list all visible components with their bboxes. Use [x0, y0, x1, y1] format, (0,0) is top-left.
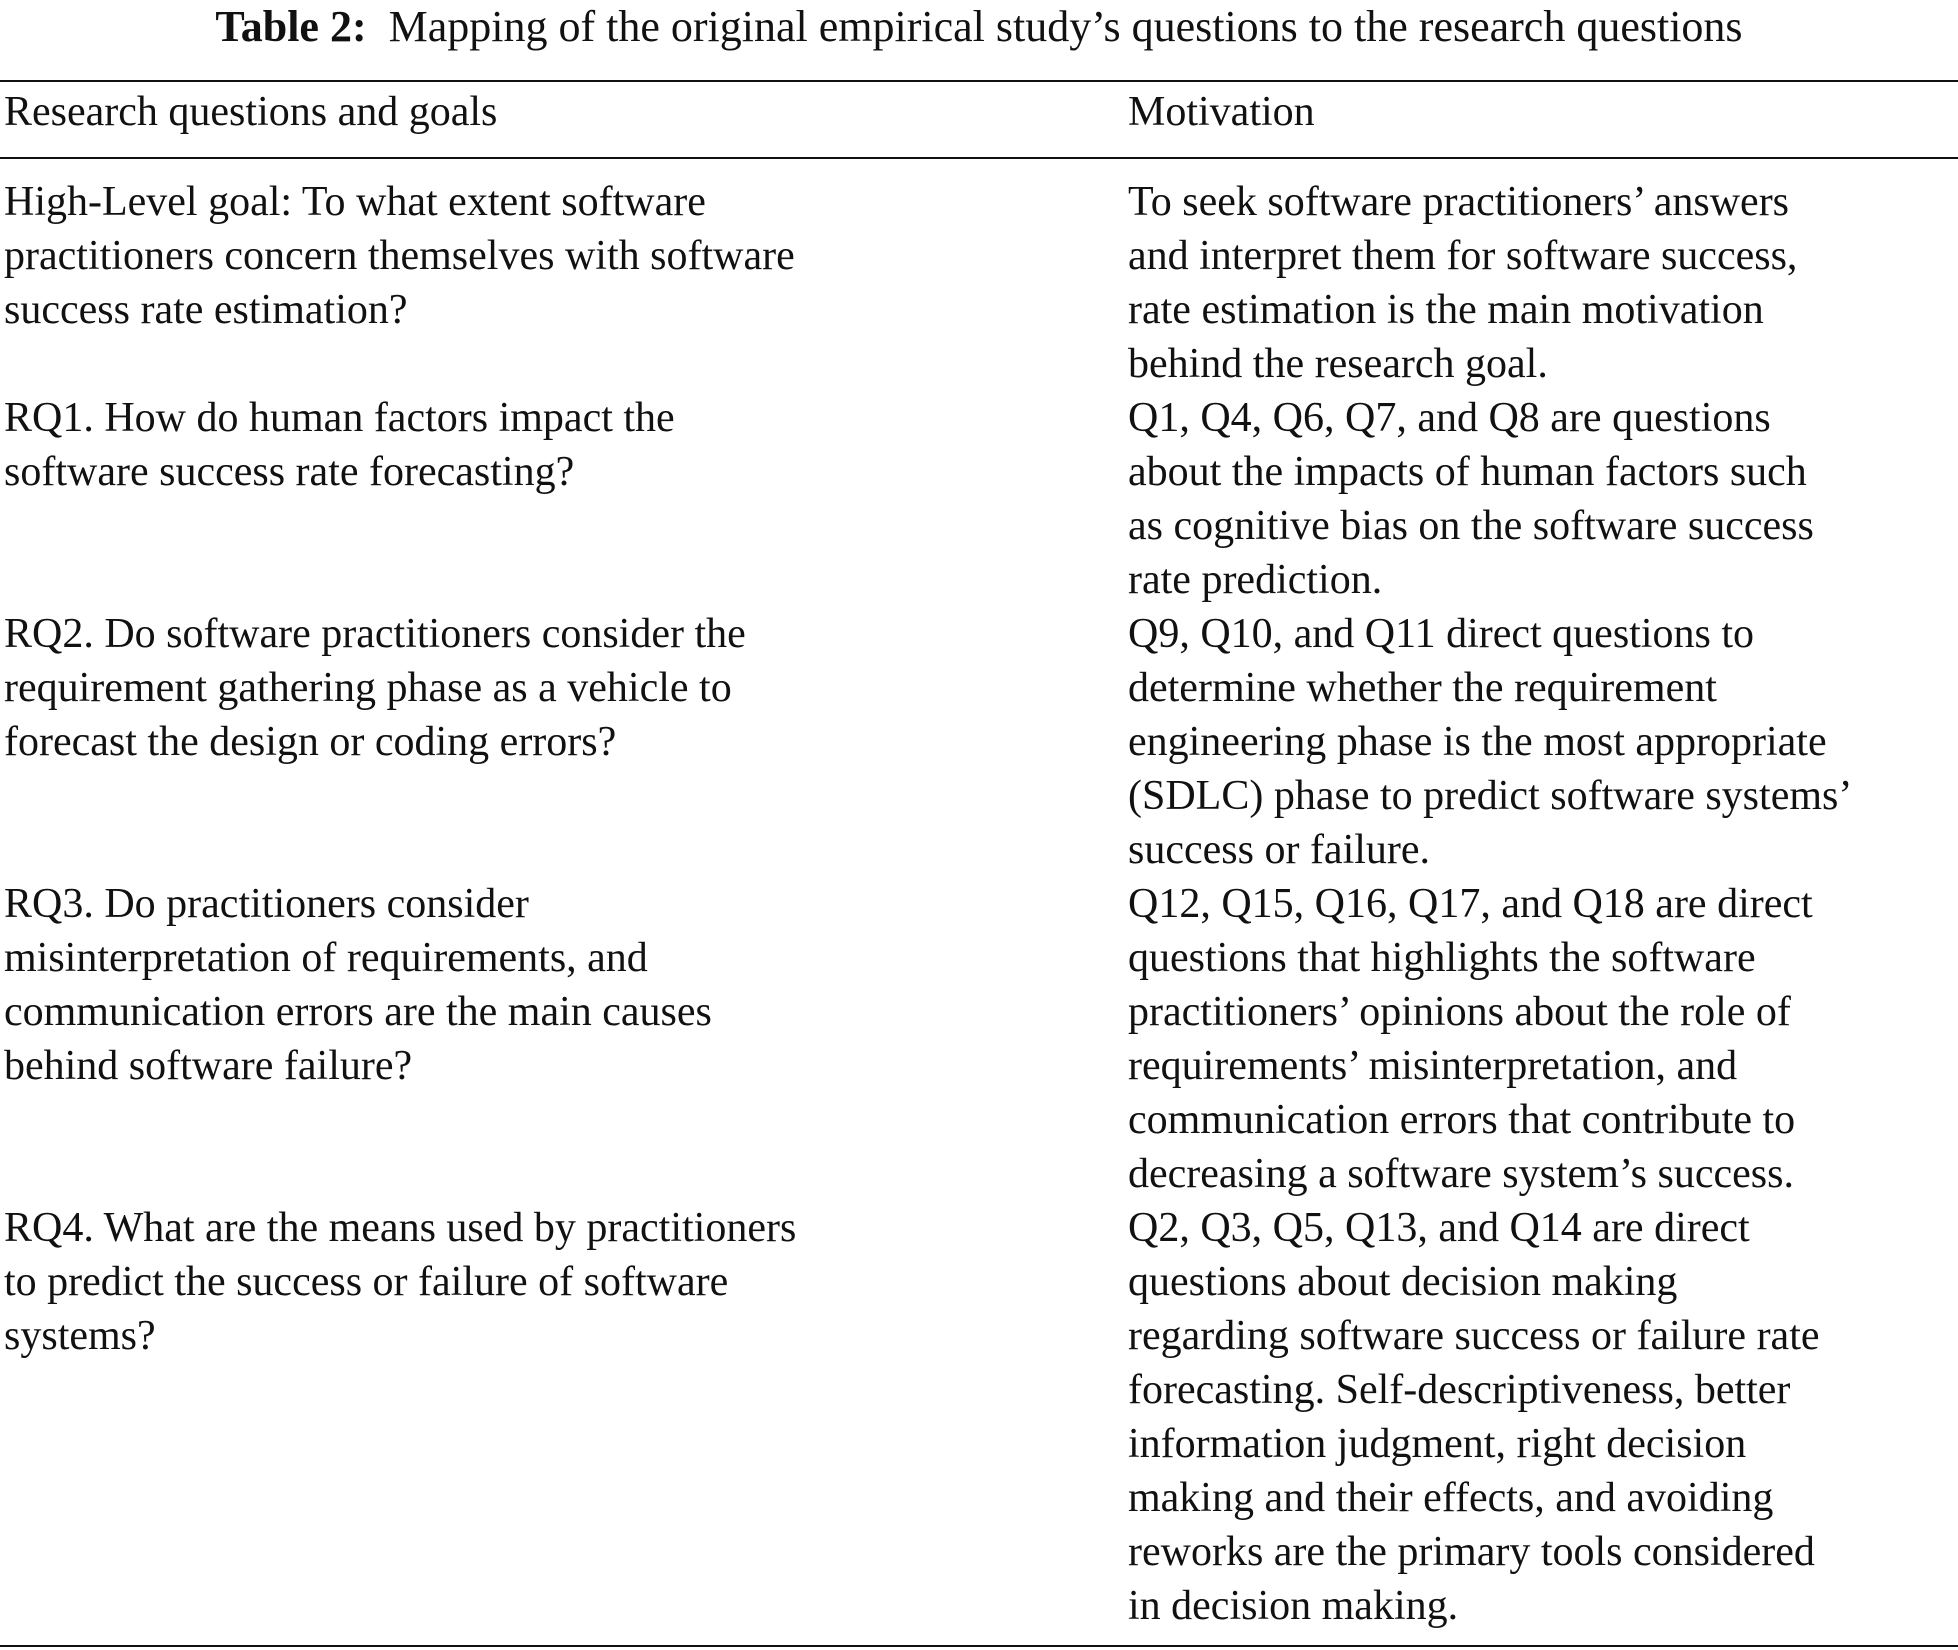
table-header-rule: [0, 157, 1958, 159]
row-rq2-motivation: Q9, Q10, and Q11 direct questions to determine whether the requirement engineering phase is the most appropriate (SDLC) phase to predict software systems’ success or failure.: [1128, 611, 1853, 873]
row-rq1-question: RQ1. How do human factors impact the software success rate forecasting?: [4, 395, 675, 495]
row-rq1-motivation: Q1, Q4, Q6, Q7, and Q8 are questions about the impacts of human factors such as cognitive bias on the software success rate prediction.: [1128, 395, 1814, 603]
row-rq3-motivation: Q12, Q15, Q16, Q17, and Q18 are direct questions that highlights the software practitioners’ opinions about the role of requirements’ misinterpretation, and communication errors that contribute to decreasing a software system’s success.: [1128, 881, 1813, 1197]
table-caption-text: Mapping of the original empirical study’s questions to the research questions: [388, 2, 1743, 51]
table-caption: [0, 2, 1958, 52]
row-rq3-question: RQ3. Do practitioners consider misinterpretation of requirements, and communication errors are the main causes behind software failure?: [4, 881, 712, 1089]
table-bottom-rule: [0, 1645, 1958, 1647]
row-rq2-question: RQ2. Do software practitioners consider the requirement gathering phase as a vehicle to forecast the design or coding errors?: [4, 611, 746, 765]
row-high-level-goal-question: High-Level goal: To what extent software practitioners concern themselves with software success rate estimation?: [4, 179, 795, 333]
header-motivation: Motivation: [1128, 89, 1315, 135]
table-caption-label: Table 2:: [215, 2, 367, 51]
header-research-questions: Research questions and goals: [4, 89, 498, 135]
row-rq4-motivation: Q2, Q3, Q5, Q13, and Q14 are direct questions about decision making regarding software success or failure rate forecasting. Self-descriptiveness, better information judgment, right decision making and their effects, and avoiding reworks are the primary tools considered in decision making.: [1128, 1205, 1820, 1629]
row-high-level-goal-motivation: To seek software practitioners’ answers and interpret them for software success, rate estimation is the main motivation behind the research goal.: [1128, 179, 1798, 387]
row-rq4-question: RQ4. What are the means used by practitioners to predict the success or failure of software systems?: [4, 1205, 797, 1359]
table-top-rule: [0, 80, 1958, 82]
